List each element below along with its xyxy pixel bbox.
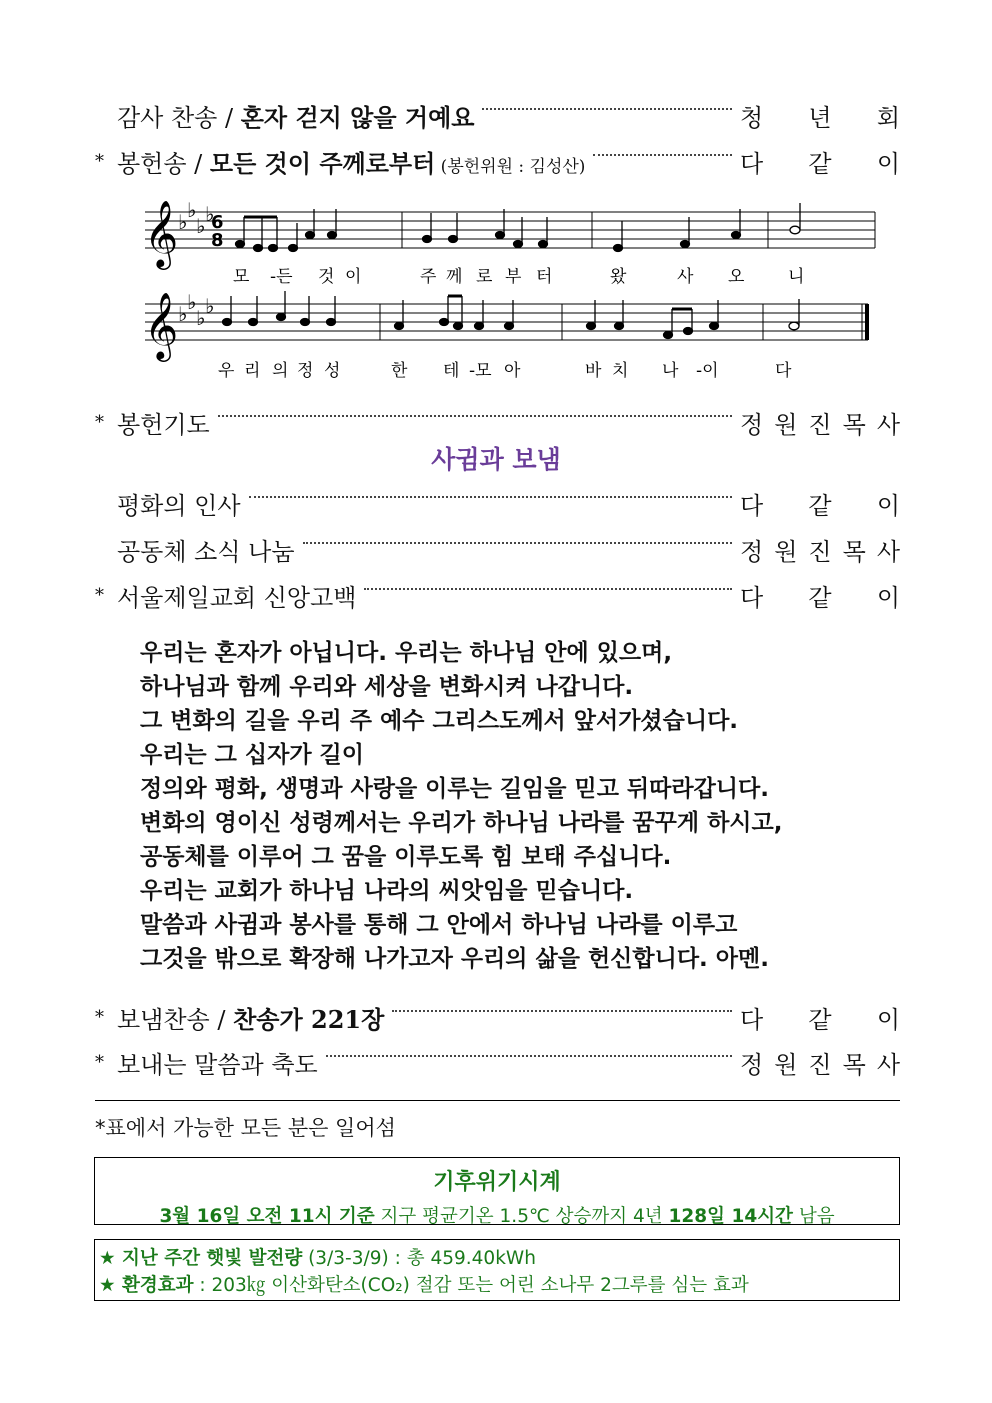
climate-clock-box: [94, 1157, 900, 1225]
svg-text:♭: ♭: [187, 198, 197, 222]
order-performer: [740, 1045, 900, 1080]
creed-text: [140, 636, 782, 976]
performer-char: 목: [842, 537, 866, 566]
svg-text:♭: ♭: [187, 290, 197, 314]
lyric: 사: [677, 267, 694, 287]
order-performer: [740, 144, 900, 179]
order-label-plain: 봉헌송 /: [117, 149, 210, 178]
order-label: 평화의 인사: [117, 491, 241, 520]
effect-value: : 203㎏ 이산화탄소(CO₂) 절감 또는 어린 소나무 2그루를 심는 효과: [193, 1275, 749, 1296]
performer-char: 같: [808, 583, 832, 612]
order-row-sending-hymn: [95, 997, 900, 1037]
star-marker: *: [95, 1006, 104, 1028]
order-label: [117, 1000, 384, 1035]
music-score: [140, 195, 885, 390]
leader-dots: [392, 1010, 732, 1012]
lyric: 것: [318, 267, 335, 287]
lyric: 바: [585, 361, 602, 381]
lyric: 다: [775, 361, 792, 381]
order-row-community-news: [95, 529, 900, 569]
order-label-plain: 보냄찬송 /: [117, 1005, 234, 1034]
performer-char: 회: [876, 103, 900, 132]
lyric: 왔: [610, 267, 627, 287]
lyric: 께: [446, 267, 463, 287]
star-marker: *: [95, 150, 104, 172]
performer-char: 다: [740, 1005, 764, 1034]
performer-char: 이: [876, 1005, 900, 1034]
star-marker: *: [95, 1051, 104, 1073]
performer-char: 원: [774, 1050, 798, 1079]
leader-dots: [303, 542, 732, 544]
notes-line-1: [236, 203, 801, 252]
order-performer: [740, 578, 900, 613]
performer-char: 청: [740, 103, 764, 132]
creed-line: 우리는 그 십자가 길이: [140, 742, 364, 768]
performer-char: 목: [842, 410, 866, 439]
order-row-peace-greeting: [95, 483, 900, 523]
lyric: 부: [505, 267, 522, 287]
creed-line: 그 변화의 길을 우리 주 예수 그리스도께서 앞서가셨습니다.: [140, 708, 739, 734]
solar-value: (3/3-3/9) : 총 459.40kWh: [302, 1248, 536, 1269]
order-label: [117, 144, 585, 179]
order-label-plain: 감사 찬송 /: [117, 103, 241, 132]
order-row-thanks-hymn: [95, 95, 900, 135]
lyric: -든: [270, 267, 293, 287]
creed-line: 변화의 영이신 성령께서는 우리가 하나님 나라를 꿈꾸게 하시고,: [140, 810, 783, 836]
order-row-offering-prayer: [95, 402, 900, 442]
star-marker: *: [95, 584, 104, 606]
creed-line: 말씀과 사귐과 봉사를 통해 그 안에서 하나님 나라를 이루고: [140, 912, 738, 938]
climate-remaining: 128일 14시간: [668, 1206, 793, 1227]
lyric: 니: [788, 267, 805, 287]
lyrics-line-1: [233, 266, 804, 287]
divider: [95, 1100, 900, 1101]
lyric: 로: [476, 267, 493, 287]
performer-char: 이: [876, 583, 900, 612]
lyric: -이: [696, 361, 719, 381]
lyric: 테: [443, 361, 460, 381]
lyric: 정: [297, 361, 314, 381]
svg-text:♭: ♭: [196, 306, 206, 330]
leader-dots: [249, 496, 732, 498]
standing-note: *표에서 가능한 모든 분은 일어섬: [95, 1116, 396, 1140]
creed-line: 공동체를 이루어 그 꿈을 이루도록 힘 보태 주십니다.: [140, 844, 672, 870]
order-label: [117, 98, 474, 133]
order-row-offering-song: [95, 141, 900, 181]
climate-time: 3월 16일 오전 11시 기준: [159, 1206, 375, 1227]
order-label-bold: 혼자 걷지 않을 거예요: [240, 102, 475, 132]
performer-char: 진: [808, 537, 832, 566]
lyric: 의: [272, 361, 289, 381]
svg-text:♭: ♭: [178, 210, 188, 234]
order-performer: [740, 405, 900, 440]
order-label: 서울제일교회 신앙고백: [117, 583, 357, 612]
performer-char: 사: [876, 410, 900, 439]
leader-dots: [593, 154, 732, 156]
performer-char: 목: [842, 1050, 866, 1079]
lyric: -모: [469, 361, 492, 381]
key-signature-flats-icon: [178, 198, 214, 238]
lyric: 이: [345, 267, 362, 287]
order-label-bold: 찬송가 221장: [233, 1004, 385, 1034]
solar-power-box: [94, 1239, 900, 1301]
performer-char: 같: [808, 149, 832, 178]
lyric: 나: [662, 361, 679, 381]
key-signature-flats-icon: [178, 290, 214, 330]
climate-clock-title: 기후위기시계: [433, 1170, 561, 1195]
lyric: 아: [504, 361, 521, 381]
lyric: 주: [420, 267, 437, 287]
performer-char: 이: [876, 491, 900, 520]
solar-line-2: [99, 1271, 749, 1297]
svg-text:♭: ♭: [205, 202, 215, 226]
svg-text:♭: ♭: [196, 214, 206, 238]
order-row-benediction: [95, 1042, 900, 1082]
performer-char: 진: [808, 410, 832, 439]
performer-char: 진: [808, 1050, 832, 1079]
order-label-bold: 모든 것이 주께로부터: [209, 148, 436, 178]
solar-line-1: [99, 1244, 536, 1270]
lyric: 리: [244, 361, 261, 381]
offering-committee: (봉헌위원 : 김성산): [435, 156, 586, 177]
climate-text-end: 남음: [792, 1206, 835, 1227]
lyric: 오: [728, 267, 745, 287]
order-performer: [740, 486, 900, 521]
order-performer: [740, 532, 900, 567]
leader-dots: [364, 588, 732, 590]
treble-clef-icon: 𝄞: [144, 199, 179, 267]
lyric: 터: [536, 267, 553, 287]
performer-char: 같: [808, 491, 832, 520]
performer-char: 다: [740, 491, 764, 520]
svg-text:♭: ♭: [178, 302, 188, 326]
creed-line: 우리는 혼자가 아닙니다. 우리는 하나님 안에 있으며,: [140, 640, 673, 666]
performer-char: 사: [876, 1050, 900, 1079]
leader-dots: [218, 415, 732, 417]
order-label: 봉헌기도: [117, 410, 210, 439]
order-row-creed: [95, 575, 900, 615]
lyric: 우: [218, 361, 235, 381]
performer-char: 정: [740, 537, 764, 566]
time-sig-top: 6: [211, 212, 224, 233]
treble-clef-icon: 𝄞: [144, 291, 179, 359]
performer-char: 다: [740, 583, 764, 612]
creed-line: 그것을 밖으로 확장해 나가고자 우리의 삶을 헌신합니다. 아멘.: [140, 946, 769, 972]
performer-char: 원: [774, 537, 798, 566]
creed-line: 정의와 평화, 생명과 사랑을 이루는 길임을 믿고 뒤따라갑니다.: [140, 776, 769, 802]
lyric: 성: [324, 361, 341, 381]
performer-char: 사: [876, 537, 900, 566]
creed-line: 하나님과 함께 우리와 세상을 변화시켜 나갑니다.: [140, 674, 634, 700]
order-performer: [740, 98, 900, 133]
lyric: 한: [391, 361, 408, 381]
lyric: 치: [612, 361, 629, 381]
lyric: 모: [233, 267, 250, 287]
star-marker: *: [95, 411, 104, 433]
lyrics-line-2: [218, 360, 792, 381]
leader-dots: [482, 108, 732, 110]
svg-text:♭: ♭: [205, 294, 215, 318]
order-performer: [740, 1000, 900, 1035]
time-sig-bottom: 8: [211, 230, 224, 251]
climate-clock-line: [95, 1202, 899, 1228]
performer-char: 년: [808, 103, 832, 132]
leader-dots: [326, 1055, 732, 1057]
section-title: 사귐과 보냄: [431, 445, 561, 474]
order-label: 공동체 소식 나눔: [117, 537, 295, 566]
performer-char: 정: [740, 1050, 764, 1079]
effect-label: ★ 환경효과: [99, 1275, 194, 1296]
solar-label: ★ 지난 주간 햇빛 발전량: [99, 1248, 303, 1269]
performer-char: 정: [740, 410, 764, 439]
order-label: 보내는 말씀과 축도: [117, 1050, 318, 1079]
climate-text: 지구 평균기온 1.5℃ 상승까지 4년: [374, 1206, 669, 1227]
performer-char: 이: [876, 149, 900, 178]
creed-line: 우리는 교회가 하나님 나라의 씨앗임을 믿습니다.: [140, 878, 634, 904]
performer-char: 같: [808, 1005, 832, 1034]
performer-char: 다: [740, 149, 764, 178]
performer-char: 원: [774, 410, 798, 439]
